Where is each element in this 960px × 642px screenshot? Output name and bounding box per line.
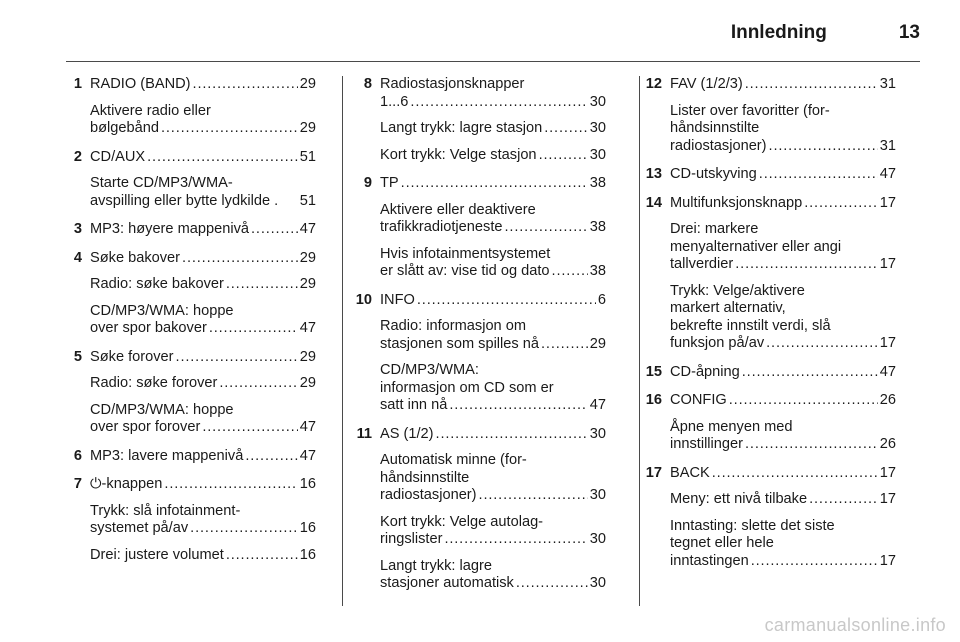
dot-leader xyxy=(417,292,596,310)
index-line xyxy=(380,219,606,237)
index-line-text: Radio: søke forover xyxy=(90,375,218,391)
page-reference-link[interactable]: 17 xyxy=(879,491,896,507)
index-line xyxy=(380,246,606,264)
index-line-text: CD/MP3/WMA: hoppe xyxy=(90,302,234,319)
index-line-text: funksjon på/av xyxy=(670,335,765,351)
page-reference-link[interactable]: 29 xyxy=(299,76,316,92)
index-line-text: Automatisk minne (for- xyxy=(380,452,527,468)
index-subentry xyxy=(90,175,316,210)
index-entry xyxy=(56,476,316,564)
page-reference-link[interactable]: 31 xyxy=(879,76,896,92)
dot-leader xyxy=(766,335,878,353)
control-number: 17 xyxy=(645,464,662,481)
dot-leader xyxy=(809,491,878,509)
dot-leader xyxy=(505,219,588,237)
index-line-text: Meny: ett nivå tilbake xyxy=(670,491,808,507)
index-entry xyxy=(56,250,316,338)
page-reference-link[interactable]: 30 xyxy=(589,120,606,136)
page-reference-link[interactable]: 17 xyxy=(879,256,896,272)
control-number: 15 xyxy=(645,363,662,380)
control-number: 1 xyxy=(73,76,82,92)
index-line-text: Søke bakover xyxy=(90,249,181,266)
index-line xyxy=(90,250,316,268)
dot-leader xyxy=(245,448,297,466)
index-line xyxy=(670,419,896,437)
index-entry xyxy=(636,166,896,184)
index-subentry xyxy=(90,303,316,338)
dot-leader xyxy=(182,250,298,268)
index-line xyxy=(90,503,316,521)
dot-leader xyxy=(193,76,298,94)
dot-leader xyxy=(190,520,298,538)
dot-leader xyxy=(410,94,587,112)
index-line-text: Søke forover xyxy=(90,348,174,365)
index-line xyxy=(380,397,606,415)
index-line-text: CD-utskyving xyxy=(670,166,757,182)
dot-leader xyxy=(401,175,588,193)
page-reference-link[interactable]: 47 xyxy=(299,221,316,237)
index-line xyxy=(380,514,606,532)
index-subentry xyxy=(380,147,606,165)
index-entry xyxy=(56,149,316,211)
control-number: 5 xyxy=(73,348,82,365)
index-line xyxy=(380,292,606,310)
dot-leader xyxy=(552,263,588,281)
index-line xyxy=(380,487,606,505)
index-entry xyxy=(346,175,606,281)
index-subentry xyxy=(380,362,606,415)
page-reference-link[interactable]: 30 xyxy=(589,487,606,503)
index-line xyxy=(380,120,606,138)
dot-leader xyxy=(219,375,297,393)
index-line xyxy=(380,318,606,336)
index-line-text: RADIO (BAND) xyxy=(90,76,191,92)
dot-leader xyxy=(751,553,878,571)
index-line xyxy=(670,392,896,410)
index-line-text: Drei: justere volumet xyxy=(90,546,224,563)
dot-leader xyxy=(742,364,878,382)
index-column-3 xyxy=(636,76,896,581)
index-line xyxy=(670,335,896,353)
index-line-text: Starte CD/MP3/WMA- xyxy=(90,175,233,191)
control-number: 16 xyxy=(645,392,662,408)
index-entry xyxy=(636,392,896,454)
page-reference-link[interactable]: 29 xyxy=(299,249,316,266)
page-reference-link[interactable]: 29 xyxy=(589,335,606,352)
index-line xyxy=(380,531,606,549)
dot-leader xyxy=(176,349,298,367)
index-line-text: CD/MP3/WMA: xyxy=(380,362,479,378)
index-line xyxy=(670,465,896,483)
index-line-text: Aktivere radio eller xyxy=(90,102,211,119)
index-line xyxy=(670,76,896,94)
control-number: 4 xyxy=(73,249,82,266)
index-subentry xyxy=(90,547,316,565)
index-line-text: systemet på/av xyxy=(90,520,189,536)
page-reference-link[interactable]: 29 xyxy=(299,375,316,391)
dot-leader xyxy=(544,120,588,138)
index-line xyxy=(90,476,316,494)
index-line-text: innstillinger xyxy=(670,436,744,452)
index-entry xyxy=(636,364,896,382)
page-reference-link[interactable]: 30 xyxy=(589,425,606,442)
index-line xyxy=(90,221,316,239)
page-reference-link[interactable]: 47 xyxy=(299,419,316,435)
page-reference-link[interactable]: 30 xyxy=(589,146,606,163)
page-reference-link[interactable]: 26 xyxy=(879,392,896,408)
index-line-text: tegnet eller hele xyxy=(670,535,774,551)
index-line-text: Trykk: Velge/aktivere xyxy=(670,282,805,299)
page-reference-link[interactable]: 30 xyxy=(589,531,606,547)
index-subentry xyxy=(90,103,316,138)
page-reference-link[interactable]: 16 xyxy=(299,520,316,536)
index-line xyxy=(380,76,606,94)
dot-leader xyxy=(161,120,298,138)
index-line xyxy=(90,76,316,94)
index-line xyxy=(380,426,606,444)
index-subentry xyxy=(380,246,606,281)
dot-leader xyxy=(804,195,878,213)
index-subentry xyxy=(90,402,316,437)
index-subentry xyxy=(380,514,606,549)
control-number: 6 xyxy=(73,447,82,464)
dot-leader xyxy=(712,465,878,483)
index-line xyxy=(380,94,606,112)
index-line xyxy=(90,349,316,367)
index-subentry xyxy=(380,120,606,138)
page-reference-link[interactable]: 26 xyxy=(879,436,896,452)
dot-leader xyxy=(147,149,298,167)
dot-leader xyxy=(479,487,588,505)
page-reference-link[interactable]: 30 xyxy=(589,575,606,591)
index-line-text: ringslister xyxy=(380,531,443,547)
index-line-text: bølgebånd xyxy=(90,120,159,136)
index-line-text: over spor forover xyxy=(90,419,201,435)
index-line-text: FAV (1/2/3) xyxy=(670,76,743,92)
page-reference-link[interactable]: 17 xyxy=(879,464,896,481)
index-line xyxy=(380,558,606,576)
dot-leader xyxy=(226,547,298,565)
index-line-text: håndsinnstilte xyxy=(380,469,470,486)
page-reference-link[interactable]: 6 xyxy=(597,291,606,308)
index-line xyxy=(670,195,896,213)
index-subentry xyxy=(670,103,896,156)
index-subentry xyxy=(380,558,606,593)
control-number: 11 xyxy=(356,425,372,442)
index-column-2 xyxy=(346,76,606,604)
index-entry xyxy=(56,221,316,239)
index-line-text: Aktivere eller deaktivere xyxy=(380,201,536,218)
page-reference-link[interactable]: 17 xyxy=(879,194,896,211)
page-reference-link[interactable]: 47 xyxy=(879,363,896,380)
index-line-text: stasjonen som spilles nå xyxy=(380,335,539,352)
index-line xyxy=(90,547,316,565)
dot-leader xyxy=(541,336,588,354)
index-line xyxy=(380,470,606,488)
index-line-text: avspilling eller bytte lydkilde . xyxy=(90,192,279,209)
index-line xyxy=(380,452,606,470)
index-entry xyxy=(56,76,316,138)
control-number: 8 xyxy=(363,76,372,92)
header-divider xyxy=(66,61,920,62)
dot-leader xyxy=(769,138,878,156)
dot-leader xyxy=(436,426,588,444)
index-line xyxy=(670,138,896,156)
dot-leader xyxy=(164,476,297,494)
page-reference-link[interactable]: 30 xyxy=(589,93,606,110)
page-reference-link[interactable]: 51 xyxy=(299,148,316,165)
index-line xyxy=(670,491,896,509)
index-subentry xyxy=(90,503,316,538)
index-line-text: Langt trykk: lagre xyxy=(380,557,492,574)
index-line-text: TP xyxy=(380,175,399,191)
dot-leader xyxy=(745,436,878,454)
control-number: 2 xyxy=(73,148,82,165)
index-subentry xyxy=(670,518,896,571)
index-line xyxy=(380,575,606,593)
dot-leader xyxy=(516,575,588,593)
page-reference-link[interactable]: 29 xyxy=(299,276,316,292)
dot-leader xyxy=(729,392,878,410)
dot-leader xyxy=(226,276,298,294)
index-line-text: CD/MP3/WMA: hoppe xyxy=(90,401,234,418)
index-line-text: CD-åpning xyxy=(670,363,740,380)
index-line-text: MP3: lavere mappenivå xyxy=(90,447,244,464)
index-line-text: stasjoner automatisk xyxy=(380,575,514,591)
control-number: 14 xyxy=(645,194,662,211)
index-subentry xyxy=(380,452,606,505)
index-line-text: menyalternativer eller angi xyxy=(670,238,842,255)
index-line xyxy=(670,318,896,336)
index-line-text: trafikkradiotjeneste xyxy=(380,219,503,235)
index-line xyxy=(670,518,896,536)
index-line-text: CD/AUX xyxy=(90,148,146,165)
page-reference-link[interactable]: 31 xyxy=(879,137,896,154)
page-reference-link[interactable]: 29 xyxy=(299,348,316,365)
index-line-text: Multifunksjonsknapp xyxy=(670,194,803,211)
dot-leader xyxy=(735,256,878,274)
index-line xyxy=(90,320,316,338)
dot-leader xyxy=(539,147,588,165)
index-line xyxy=(380,147,606,165)
index-line-text: Trykk: slå infotainment- xyxy=(90,502,241,519)
index-line-text: Åpne menyen med xyxy=(670,418,793,435)
index-line-text: 1...6 xyxy=(380,93,409,110)
index-line-text: Kort trykk: Velge autolag- xyxy=(380,513,544,530)
page-reference-link[interactable]: 51 xyxy=(299,192,316,209)
index-line xyxy=(670,166,896,184)
index-line xyxy=(90,419,316,437)
page-reference-link[interactable]: 16 xyxy=(299,476,316,492)
index-line xyxy=(380,380,606,398)
index-line-text: radiostasjoner) xyxy=(380,487,477,503)
index-entry xyxy=(346,76,606,164)
index-line-text: radiostasjoner) xyxy=(670,137,767,154)
index-line-text: Inntasting: slette det siste xyxy=(670,517,835,534)
control-number: 3 xyxy=(73,221,82,237)
page-reference-link[interactable]: 38 xyxy=(589,219,606,235)
watermark: carmanualsonline.info xyxy=(764,615,946,635)
index-line xyxy=(90,149,316,167)
index-entry xyxy=(636,465,896,571)
page-reference-link[interactable]: 16 xyxy=(299,546,316,563)
index-line xyxy=(670,364,896,382)
index-line xyxy=(90,375,316,393)
page-reference-link[interactable]: 47 xyxy=(299,447,316,464)
index-entry xyxy=(346,426,606,593)
index-line-text: markert alternativ, xyxy=(670,300,786,316)
page-reference-link[interactable]: 47 xyxy=(879,166,896,182)
index-line-text: MP3: høyere mappenivå xyxy=(90,221,249,237)
control-number: 9 xyxy=(363,175,372,191)
index-line-text: informasjon om CD som er xyxy=(380,379,554,396)
index-line-text: håndsinnstilte xyxy=(670,120,760,136)
index-line xyxy=(380,263,606,281)
index-line xyxy=(380,336,606,354)
control-number: 13 xyxy=(645,166,662,182)
index-line xyxy=(670,553,896,571)
page-header xyxy=(0,18,920,48)
index-line-text: ⏻-knappen xyxy=(90,476,163,492)
page-reference-link[interactable]: 47 xyxy=(299,320,316,336)
page-reference-link[interactable]: 17 xyxy=(879,335,896,351)
index-line xyxy=(90,175,316,193)
page-reference-link[interactable]: 38 xyxy=(589,175,606,191)
index-line xyxy=(670,535,896,553)
index-line-text: Lister over favoritter (for- xyxy=(670,102,830,119)
dot-leader xyxy=(745,76,878,94)
index-line xyxy=(670,120,896,138)
index-line xyxy=(90,448,316,466)
index-line xyxy=(90,120,316,138)
index-column-1 xyxy=(56,76,316,575)
index-line-text: BACK xyxy=(670,464,710,481)
index-subentry xyxy=(380,318,606,353)
control-number: 10 xyxy=(355,291,372,308)
index-line-text: AS (1/2) xyxy=(380,425,434,442)
dot-leader xyxy=(202,419,297,437)
page-title: Innledning xyxy=(730,22,827,43)
dot-leader xyxy=(449,397,587,415)
index-entry xyxy=(636,195,896,353)
index-subentry xyxy=(380,202,606,237)
index-line-text: Radio: informasjon om xyxy=(380,318,527,334)
index-entry xyxy=(636,76,896,155)
index-subentry xyxy=(670,283,896,353)
page-reference-link[interactable]: 17 xyxy=(879,552,896,569)
index-line xyxy=(90,520,316,538)
index-line-text: Langt trykk: lagre stasjon xyxy=(380,120,543,136)
page-number: 13 xyxy=(898,22,920,43)
index-line xyxy=(670,239,896,257)
index-line xyxy=(670,103,896,121)
index-line xyxy=(90,103,316,121)
index-line xyxy=(670,256,896,274)
index-line-text: Radio: søke bakover xyxy=(90,276,224,292)
page-reference-link[interactable]: 47 xyxy=(589,397,606,413)
dot-leader xyxy=(444,531,587,549)
index-line xyxy=(90,402,316,420)
control-number: 12 xyxy=(645,76,662,92)
index-line-text: Kort trykk: Velge stasjon xyxy=(380,146,537,163)
index-line-text: Radiostasjonsknapper xyxy=(380,76,525,92)
index-line-text: CONFIG xyxy=(670,392,727,408)
index-subentry xyxy=(670,419,896,454)
index-line-text: INFO xyxy=(380,291,415,308)
index-line-text: er slått av: vise tid og dato xyxy=(380,263,550,279)
index-line-text: over spor bakover xyxy=(90,320,207,336)
page-reference-link[interactable]: 38 xyxy=(589,263,606,279)
index-line-text: satt inn nå xyxy=(380,397,448,413)
index-line-text: bekrefte innstilt verdi, slå xyxy=(670,317,831,334)
index-line xyxy=(670,221,896,239)
index-entry xyxy=(346,292,606,415)
index-line xyxy=(670,436,896,454)
index-line xyxy=(380,175,606,193)
dot-leader xyxy=(209,320,298,338)
index-line xyxy=(90,303,316,321)
index-subentry xyxy=(670,491,896,509)
index-line-text: Hvis infotainmentsystemet xyxy=(380,245,551,262)
index-line xyxy=(670,283,896,301)
index-subentry xyxy=(670,221,896,274)
index-entry xyxy=(56,349,316,437)
index-line xyxy=(380,202,606,220)
index-line-text: inntastingen xyxy=(670,552,749,569)
index-subentry xyxy=(90,276,316,294)
index-line xyxy=(670,300,896,318)
index-line xyxy=(90,193,316,211)
index-entry xyxy=(56,448,316,466)
dot-leader xyxy=(251,221,298,239)
page-reference-link[interactable]: 29 xyxy=(299,120,316,136)
index-line-text: tallverdier xyxy=(670,256,734,272)
control-number: 7 xyxy=(73,476,82,492)
column-divider xyxy=(342,76,343,606)
index-subentry xyxy=(90,375,316,393)
index-line xyxy=(90,276,316,294)
index-line-text: Drei: markere xyxy=(670,221,759,237)
dot-leader xyxy=(759,166,878,184)
index-line xyxy=(380,362,606,380)
